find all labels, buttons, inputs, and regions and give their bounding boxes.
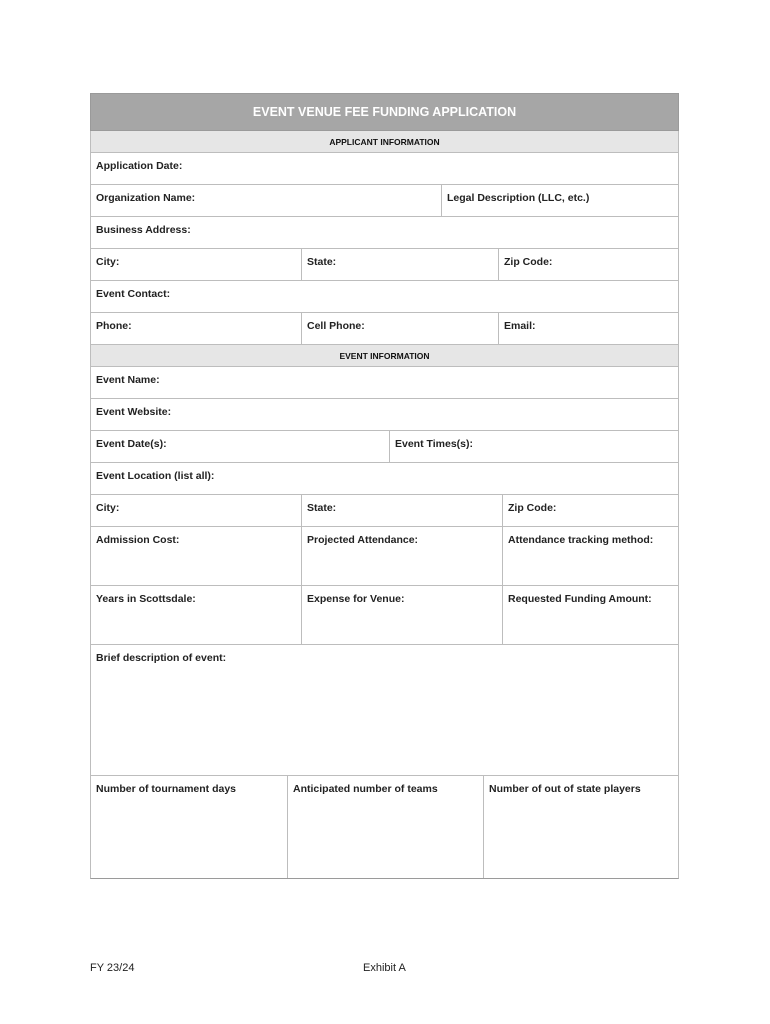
out-of-state-players-field[interactable]: Number of out of state players	[483, 776, 678, 878]
admission-cost-field[interactable]: Admission Cost:	[96, 534, 180, 546]
event-state-field[interactable]: State:	[301, 495, 502, 526]
expense-for-venue-field[interactable]: Expense for Venue:	[301, 586, 502, 644]
footer-exhibit: Exhibit A	[363, 962, 406, 974]
row-organization	[90, 185, 679, 217]
applicant-city-field[interactable]: City:	[96, 256, 120, 268]
applicant-state-field[interactable]: State:	[301, 249, 498, 280]
row-phone	[90, 313, 679, 345]
phone-field[interactable]: Phone:	[96, 320, 132, 332]
event-website-field[interactable]: Event Website:	[96, 406, 172, 418]
email-field[interactable]: Email:	[498, 313, 678, 344]
tracking-method-field[interactable]: Attendance tracking method:	[502, 527, 678, 585]
row-brief-description	[90, 645, 679, 776]
applicant-zip-field[interactable]: Zip Code:	[498, 249, 678, 280]
projected-attendance-field[interactable]: Projected Attendance:	[301, 527, 502, 585]
organization-name-field[interactable]: Organization Name:	[96, 192, 196, 204]
row-event-location	[90, 463, 679, 495]
event-times-field[interactable]: Event Times(s):	[389, 431, 678, 462]
cell-phone-field[interactable]: Cell Phone:	[301, 313, 498, 344]
row-admission	[90, 527, 679, 586]
form-title: EVENT VENUE FEE FUNDING APPLICATION	[90, 93, 679, 131]
event-location-field[interactable]: Event Location (list all):	[96, 470, 215, 482]
row-event-name	[90, 367, 679, 399]
section-applicant-information: APPLICANT INFORMATION	[90, 131, 679, 153]
brief-description-field[interactable]: Brief description of event:	[96, 652, 227, 664]
row-business-address	[90, 217, 679, 249]
event-zip-field[interactable]: Zip Code:	[502, 495, 678, 526]
funding-application-form	[90, 93, 679, 879]
row-applicant-city-state-zip	[90, 249, 679, 281]
row-application-date	[90, 153, 679, 185]
event-contact-field[interactable]: Event Contact:	[96, 288, 171, 300]
row-tournament	[90, 776, 679, 879]
business-address-field[interactable]: Business Address:	[96, 224, 191, 236]
row-event-website	[90, 399, 679, 431]
row-years-expense-funding	[90, 586, 679, 645]
application-date-field[interactable]: Application Date:	[96, 160, 183, 172]
years-in-scottsdale-field[interactable]: Years in Scottsdale:	[96, 593, 196, 605]
legal-description-field[interactable]: Legal Description (LLC, etc.)	[441, 185, 678, 216]
event-name-field[interactable]: Event Name:	[96, 374, 160, 386]
section-event-information: EVENT INFORMATION	[90, 345, 679, 367]
anticipated-teams-field[interactable]: Anticipated number of teams	[287, 776, 483, 878]
footer-fiscal-year: FY 23/24	[90, 962, 135, 974]
tournament-days-field[interactable]: Number of tournament days	[96, 783, 237, 795]
row-event-city-state-zip	[90, 495, 679, 527]
event-dates-field[interactable]: Event Date(s):	[96, 438, 167, 450]
row-event-contact	[90, 281, 679, 313]
row-event-dates	[90, 431, 679, 463]
event-city-field[interactable]: City:	[96, 502, 120, 514]
requested-funding-field[interactable]: Requested Funding Amount:	[502, 586, 678, 644]
